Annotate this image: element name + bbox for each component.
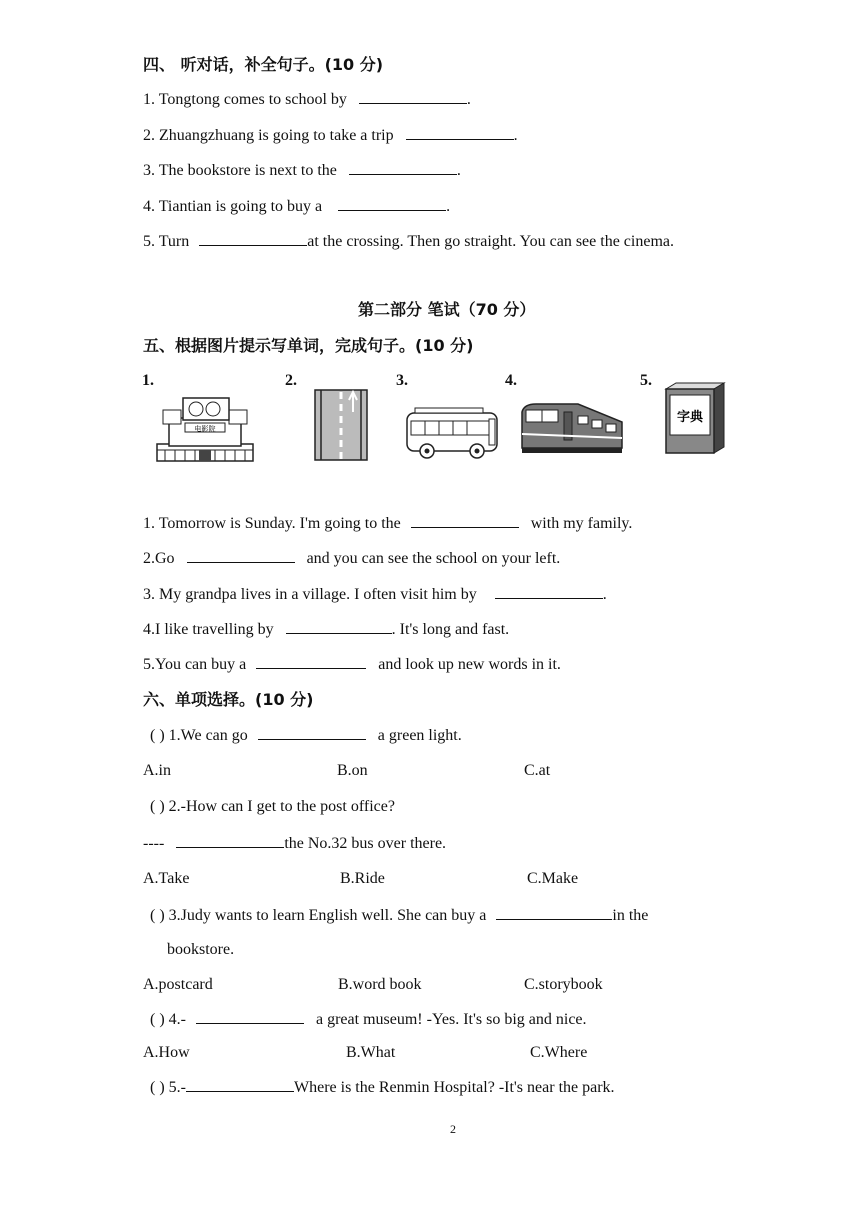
q4-answer-paren[interactable]: ( ) [150, 1011, 165, 1028]
q1-option-a[interactable]: A.in [143, 762, 171, 779]
q1-line [150, 725, 462, 746]
q2-end: the No.32 bus over there. [284, 835, 447, 852]
q3-cont: bookstore. [167, 941, 235, 958]
s5-item-3-blank[interactable] [495, 584, 603, 599]
s4-item-1 [143, 89, 471, 110]
q3-answer-paren[interactable]: ( ) [150, 907, 165, 924]
q3-option-b[interactable]: B.word book [338, 976, 422, 993]
q5-text: 5.- [168, 1079, 186, 1096]
q5-end: Where is the Renmin Hospital? -It's near the park. [293, 1079, 615, 1096]
q5-line [150, 1077, 615, 1098]
q2-answer-paren[interactable]: ( ) [150, 798, 165, 815]
dictionary-cover-text: 字典 [676, 410, 704, 425]
s4-item-5-end: at the crossing. Then go straight. You can see the cinema. [307, 233, 674, 250]
pic-number-2: 2. [285, 372, 297, 389]
q2-line [150, 797, 395, 817]
s5-item-4-end: . It's long and fast. [391, 621, 510, 638]
q2-text: 2.-How can I get to the post office? [168, 798, 395, 815]
s4-item-1-end: . [466, 91, 471, 108]
pic-number-5: 5. [640, 372, 652, 389]
s4-item-4 [143, 196, 450, 217]
section5-heading: 五、根据图片提示写单词，完成句子。(10 分) [143, 336, 474, 355]
s4-item-2-text: 2. Zhuangzhuang is going to take a trip [143, 127, 394, 144]
s5-item-3-end: . [602, 586, 607, 603]
s5-item-4-blank[interactable] [286, 619, 392, 634]
q1-blank[interactable] [258, 725, 366, 740]
s4-item-5-text: 5. Turn [143, 233, 190, 250]
s5-item-2-text: 2.Go [143, 550, 175, 567]
pic-number-4: 4. [505, 372, 517, 389]
q2-option-c[interactable]: C.Make [527, 870, 579, 887]
part2-title: 第二部分 笔试（70 分） [358, 300, 536, 319]
road-icon [313, 388, 369, 462]
q4-text: 4.- [168, 1011, 186, 1028]
s4-item-3-blank[interactable] [349, 160, 457, 175]
s5-item-5-end: and look up new words in it. [378, 656, 561, 673]
s4-item-1-text: 1. Tongtong comes to school by [143, 91, 347, 108]
s4-item-2 [143, 125, 518, 146]
q2-blank[interactable] [176, 833, 284, 848]
q4-option-b[interactable]: B.What [346, 1044, 396, 1061]
s5-item-4-text: 4.I like travelling by [143, 621, 274, 638]
s4-item-5-blank[interactable] [199, 231, 307, 246]
section6-heading: 六、单项选择。(10 分) [143, 690, 314, 709]
s4-item-5 [143, 231, 674, 252]
q5-blank[interactable] [186, 1077, 294, 1092]
q1-option-b[interactable]: B.on [337, 762, 368, 779]
q3-option-c[interactable]: C.storybook [524, 976, 603, 993]
s5-item-2 [143, 548, 560, 569]
train-icon [518, 400, 624, 456]
q2-option-b[interactable]: B.Ride [340, 870, 385, 887]
section4-heading: 四、 听对话，补全句子。(10 分) [143, 55, 384, 74]
s5-item-1 [143, 513, 632, 534]
s4-item-4-blank[interactable] [338, 196, 446, 211]
q1-option-c[interactable]: C.at [524, 762, 551, 779]
q4-line [150, 1009, 587, 1030]
q2-dash: ---- [143, 835, 165, 852]
s5-item-3-text: 3. My grandpa lives in a village. I often visit him by [143, 586, 477, 603]
s4-item-4-text: 4. Tiantian is going to buy a [143, 198, 323, 215]
q4-end: a great museum! -Yes. It's so big and nice. [315, 1011, 587, 1028]
s4-item-2-end: . [513, 127, 518, 144]
s5-item-1-end: with my family. [530, 515, 633, 532]
s5-item-1-blank[interactable] [411, 513, 519, 528]
s4-item-3 [143, 160, 461, 181]
s5-item-5 [143, 654, 561, 675]
s4-item-3-end: . [456, 162, 461, 179]
q2-option-a[interactable]: A.Take [143, 870, 190, 887]
bus-icon [405, 407, 501, 461]
page-number: 2 [450, 1122, 456, 1136]
s4-item-4-end: . [446, 198, 451, 215]
s5-item-5-text: 5.You can buy a [143, 656, 247, 673]
s4-item-3-text: 3. The bookstore is next to the [143, 162, 337, 179]
s5-item-2-end: and you can see the school on your left. [306, 550, 561, 567]
q4-option-c[interactable]: C.Where [530, 1044, 588, 1061]
s5-item-2-blank[interactable] [187, 548, 295, 563]
q3-option-a[interactable]: A.postcard [143, 976, 213, 993]
q3-end: in the [612, 907, 649, 924]
q4-option-a[interactable]: A.How [143, 1044, 190, 1061]
s5-item-3 [143, 584, 607, 605]
q3-line [150, 905, 648, 926]
pic-number-1: 1. [142, 372, 154, 389]
s4-item-1-blank[interactable] [359, 89, 467, 104]
s4-item-2-blank[interactable] [406, 125, 514, 140]
pic-number-3: 3. [396, 372, 408, 389]
q1-answer-paren[interactable]: ( ) [150, 727, 165, 744]
q3-blank[interactable] [496, 905, 612, 920]
dictionary-icon [662, 381, 728, 455]
q1-text: 1.We can go [168, 727, 248, 744]
s5-item-5-blank[interactable] [256, 654, 366, 669]
q2-line2 [143, 833, 446, 854]
cinema-sign-text: 电影院 [194, 425, 216, 433]
q5-answer-paren[interactable]: ( ) [150, 1079, 165, 1096]
q4-blank[interactable] [196, 1009, 304, 1024]
s5-item-1-text: 1. Tomorrow is Sunday. I'm going to the [143, 515, 401, 532]
q1-end: a green light. [377, 727, 462, 744]
cinema-icon [155, 394, 255, 464]
q3-text: 3.Judy wants to learn English well. She can buy a [168, 907, 487, 924]
s5-item-4 [143, 619, 509, 640]
